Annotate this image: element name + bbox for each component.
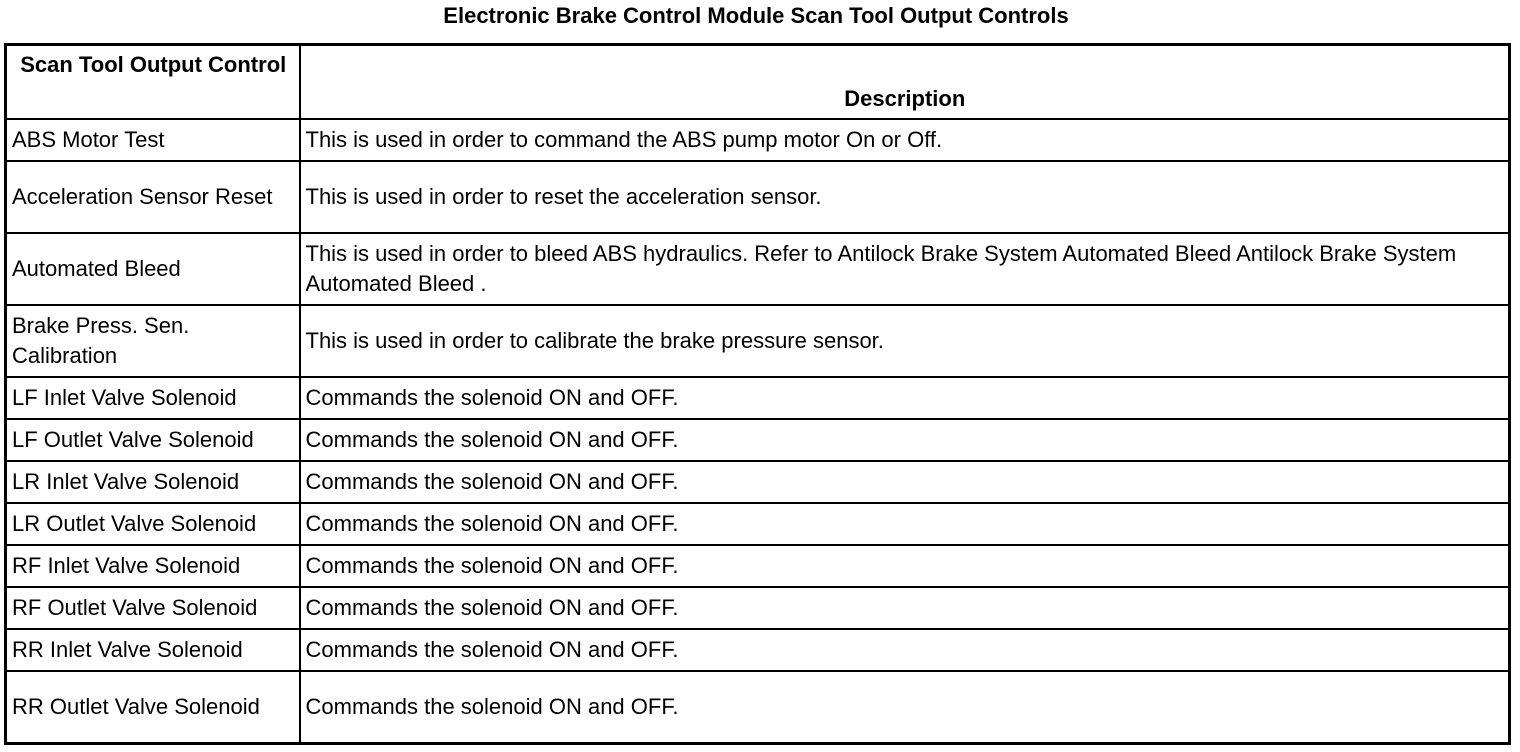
column-header-description: Description <box>300 45 1510 120</box>
control-cell: Automated Bleed <box>6 233 300 305</box>
description-cell: Commands the solenoid ON and OFF. <box>300 461 1510 503</box>
control-cell: LF Inlet Valve Solenoid <box>6 377 300 419</box>
control-cell: LF Outlet Valve Solenoid <box>6 419 300 461</box>
description-cell: Commands the solenoid ON and OFF. <box>300 377 1510 419</box>
table-row <box>6 377 1510 419</box>
control-cell: LR Outlet Valve Solenoid <box>6 503 300 545</box>
table-row <box>6 503 1510 545</box>
control-cell: RF Inlet Valve Solenoid <box>6 545 300 587</box>
table-row <box>6 545 1510 587</box>
description-cell: This is used in order to command the ABS pump motor On or Off. <box>300 119 1510 161</box>
control-cell: Brake Press. Sen. Calibration <box>6 305 300 377</box>
table-row <box>6 671 1510 744</box>
description-cell: Commands the solenoid ON and OFF. <box>300 671 1510 744</box>
control-cell: RF Outlet Valve Solenoid <box>6 587 300 629</box>
description-cell: This is used in order to reset the acceleration sensor. <box>300 161 1510 233</box>
description-cell: This is used in order to calibrate the brake pressure sensor. <box>300 305 1510 377</box>
control-cell: ABS Motor Test <box>6 119 300 161</box>
table-row <box>6 119 1510 161</box>
table-header-row <box>6 45 1510 120</box>
description-cell: Commands the solenoid ON and OFF. <box>300 419 1510 461</box>
control-cell: Acceleration Sensor Reset <box>6 161 300 233</box>
document-title: Electronic Brake Control Module Scan Tool Output Controls <box>443 3 1069 28</box>
description-cell: Commands the solenoid ON and OFF. <box>300 503 1510 545</box>
description-cell: Commands the solenoid ON and OFF. <box>300 587 1510 629</box>
control-cell: RR Outlet Valve Solenoid <box>6 671 300 744</box>
column-header-control: Scan Tool Output Control <box>6 45 300 120</box>
table-row <box>6 587 1510 629</box>
output-controls-table <box>4 43 1511 745</box>
control-cell: LR Inlet Valve Solenoid <box>6 461 300 503</box>
control-cell: RR Inlet Valve Solenoid <box>6 629 300 671</box>
description-cell: Commands the solenoid ON and OFF. <box>300 545 1510 587</box>
table-row <box>6 161 1510 233</box>
table-row <box>6 233 1510 305</box>
table-row <box>6 629 1510 671</box>
table-row <box>6 419 1510 461</box>
table-row <box>6 461 1510 503</box>
description-cell: This is used in order to bleed ABS hydraulics. Refer to Antilock Brake System Automated Bleed Antilock Brake System Automated Bleed . <box>300 233 1510 305</box>
description-cell: Commands the solenoid ON and OFF. <box>300 629 1510 671</box>
table-row <box>6 305 1510 377</box>
